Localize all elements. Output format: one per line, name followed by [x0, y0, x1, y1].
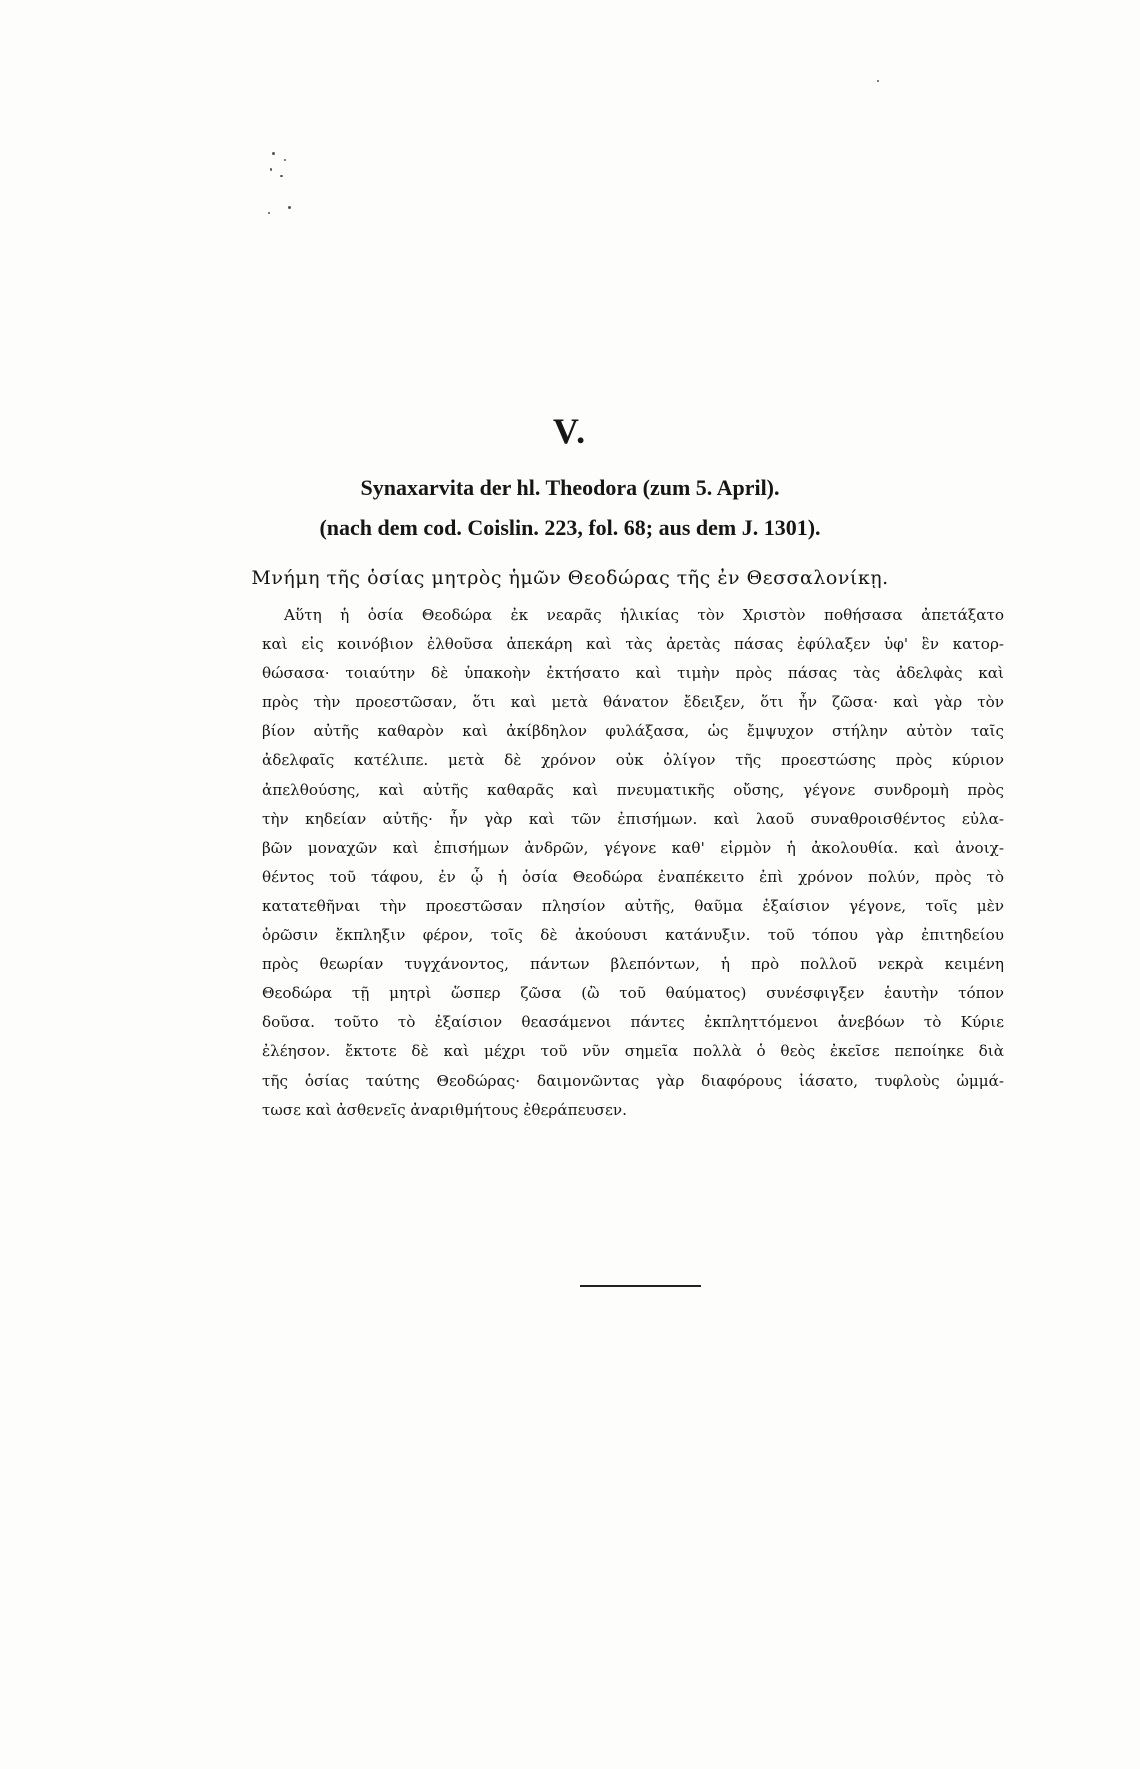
greek-title: Μνήμη τῆς ὁσίας μητρὸς ἡμῶν Θεοδώρας τῆς ἐν Θεσσαλονίκῃ.: [251, 567, 889, 589]
text-line: τὴν κηδείαν αὐτῆς· ἦν γὰρ καὶ τῶν ἐπισήμων. καὶ λαοῦ συναθροισθέντος εὐλα-: [262, 809, 1004, 828]
text-line: καὶ εἰς κοινόβιον ἐλθοῦσα ἀπεκάρη καὶ τὰς ἀρετὰς πάσας ἐφύλαξεν ὑφ' ἓν κατορ-: [262, 635, 1004, 654]
scan-speck: [280, 175, 283, 177]
scan-speck: [284, 159, 286, 161]
text-line: βίον αὐτῆς καθαρὸν καὶ ἀκίβδηλον φυλάξασα, ὡς ἔμψυχον στήλην αὐτὸν ταῖς: [262, 722, 1004, 741]
text-line: ὁρῶσιν ἔκπληξιν φέρον, τοῖς δὲ ἀκούουσι κατάνυξιν. τοῦ τόπου γὰρ ἐπιτηδείου: [262, 926, 1004, 945]
text-line: τωσε καὶ ἀσθενεῖς ἀναριθμήτους ἐθεράπευσεν.: [262, 1100, 627, 1119]
text-line: θώσασα· τοιαύτην δὲ ὑπακοὴν ἐκτήσατο καὶ τιμὴν πρὸς πάσας τὰς ἀδελφὰς καὶ: [262, 664, 1004, 683]
text-line: Αὕτη ἡ ὁσία Θεοδώρα ἐκ νεαρᾶς ἡλικίας τὸν Χριστὸν ποθήσασα ἀπετάξατο: [284, 606, 1004, 624]
text-line: ἀπελθούσης, καὶ αὐτῆς καθαρᾶς καὶ πνευματικῆς οὔσης, γέγονε συνδρομὴ πρὸς: [262, 780, 1004, 799]
text-line: τῆς ὁσίας ταύτης Θεοδώρας· δαιμονῶντας γὰρ διαφόρους ἰάσατο, τυφλοὺς ὠμμά-: [262, 1071, 1004, 1090]
scan-speck: [288, 206, 291, 209]
text-line: θέντος τοῦ τάφου, ἐν ᾧ ἡ ὁσία Θεοδώρα ἐναπέκειτο ἐπὶ χρόνον πολύν, πρὸς τὸ: [262, 867, 1004, 886]
text-line: δοῦσα. τοῦτο τὸ ἐξαίσιον θεασάμενοι πάντες ἐκπληττόμενοι ἀνεβόων τὸ Κύριε: [262, 1013, 1004, 1032]
scan-speck: [272, 152, 275, 155]
scan-speck: [877, 80, 879, 82]
text-line: ἀδελφαῖς κατέλιπε. μετὰ δὲ χρόνον οὐκ ὀλίγον τῆς προεστώσης πρὸς κύριον: [262, 751, 1004, 770]
text-line: βῶν μοναχῶν καὶ ἐπισήμων ἀνδρῶν, γέγονε καθ' εἱρμὸν ἡ ἀκολουθία. καὶ ἀνοιχ-: [262, 838, 1004, 857]
body-text: [262, 601, 1004, 1125]
end-rule-divider: [580, 1285, 701, 1287]
text-line: κατατεθῆναι τὴν προεστῶσαν πλησίον αὐτῆς, θαῦμα ἐξαίσιον γέγονε, τοῖς μὲν: [262, 896, 1004, 915]
text-line: πρὸς θεωρίαν τυγχάνοντος, πάντων βλεπόντων, ἡ πρὸ πολλοῦ νεκρὰ κειμένη: [262, 955, 1004, 974]
scan-speck: [268, 212, 270, 214]
heading-line-2: (nach dem cod. Coislin. 223, fol. 68; aus dem J. 1301).: [319, 515, 821, 540]
section-number: V.: [552, 411, 588, 451]
text-line: Θεοδώρα τῇ μητρὶ ὥσπερ ζῶσα (ὢ τοῦ θαύματος) συνέσφιγξεν ἑαυτὴν τόπον: [262, 984, 1004, 1003]
scan-speck: [270, 168, 272, 171]
heading-line-1: Synaxarvita der hl. Theodora (zum 5. April).: [360, 475, 780, 500]
text-line: ἐλέησον. ἔκτοτε δὲ καὶ μέχρι τοῦ νῦν σημεῖα πολλὰ ὁ θεὸς ἐκεῖσε πεποίηκε διὰ: [262, 1042, 1004, 1061]
text-line: πρὸς τὴν προεστῶσαν, ὅτι καὶ μετὰ θάνατον ἔδειξεν, ὅτι ἦν ζῶσα· καὶ γὰρ τὸν: [262, 693, 1004, 712]
